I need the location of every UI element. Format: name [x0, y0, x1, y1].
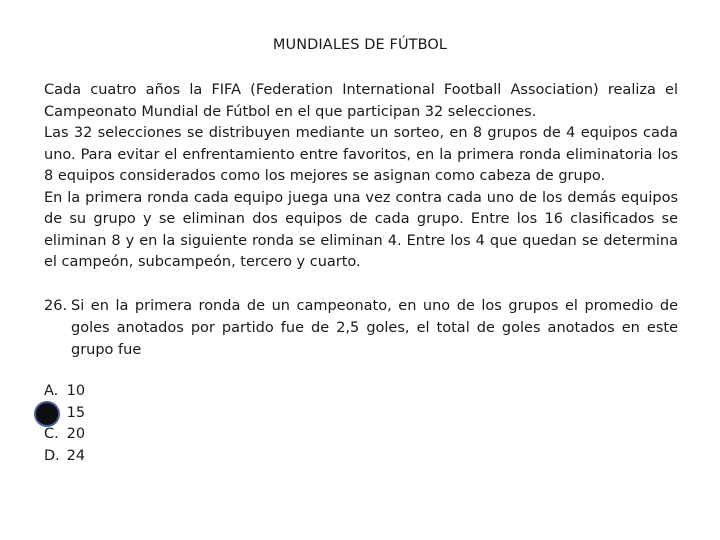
intro-text: [44, 80, 678, 274]
option-value: 15: [66, 404, 86, 421]
option-c[interactable]: [44, 424, 85, 446]
option-letter: C.: [44, 426, 59, 442]
option-value: 20: [66, 426, 86, 442]
answer-options: [44, 381, 85, 467]
option-value: 10: [66, 383, 86, 399]
selected-answer-mark: [36, 403, 58, 425]
option-a[interactable]: [44, 381, 85, 403]
intro-paragraph: En la primera ronda cada equipo juega una vez contra cada uno de los demás equipos de su grupo y se eliminan dos equipos de cada grupo. Entre los 16 clasificados se eliminan 8 y en la siguiente ronda se eliminan 4. Entre los 4 que quedan se determina el campeón, subcampeón, tercero y cuarto.: [44, 189, 678, 270]
option-b[interactable]: [44, 403, 85, 425]
page-title: MUNDIALES DE FÚTBOL: [272, 37, 448, 53]
option-value: 24: [66, 447, 86, 464]
option-letter: D.: [44, 447, 60, 464]
question-number: 26.: [44, 298, 68, 314]
intro-paragraph: Las 32 selecciones se distribuyen mediante un sorteo, en 8 grupos de 4 equipos cada uno. Para evitar el enfrentamiento entre favoritos, en la primera ronda eliminatoria los 8 equipos considerados como los mejores se asignan como cabeza de grupo.: [44, 125, 678, 184]
question-text: Si en la primera ronda de un campeonato, en uno de los grupos el promedio de goles anotados por partido fue de 2,5 goles, el total de goles anotados en este grupo fue: [71, 298, 678, 358]
question-block: [44, 295, 678, 361]
intro-paragraph: Cada cuatro años la FIFA (Federation International Football Association) realiza el Campeonato Mundial de Fútbol en el que participan 32 selecciones.: [44, 82, 678, 120]
option-letter: A.: [44, 383, 59, 399]
option-d[interactable]: [44, 446, 85, 468]
